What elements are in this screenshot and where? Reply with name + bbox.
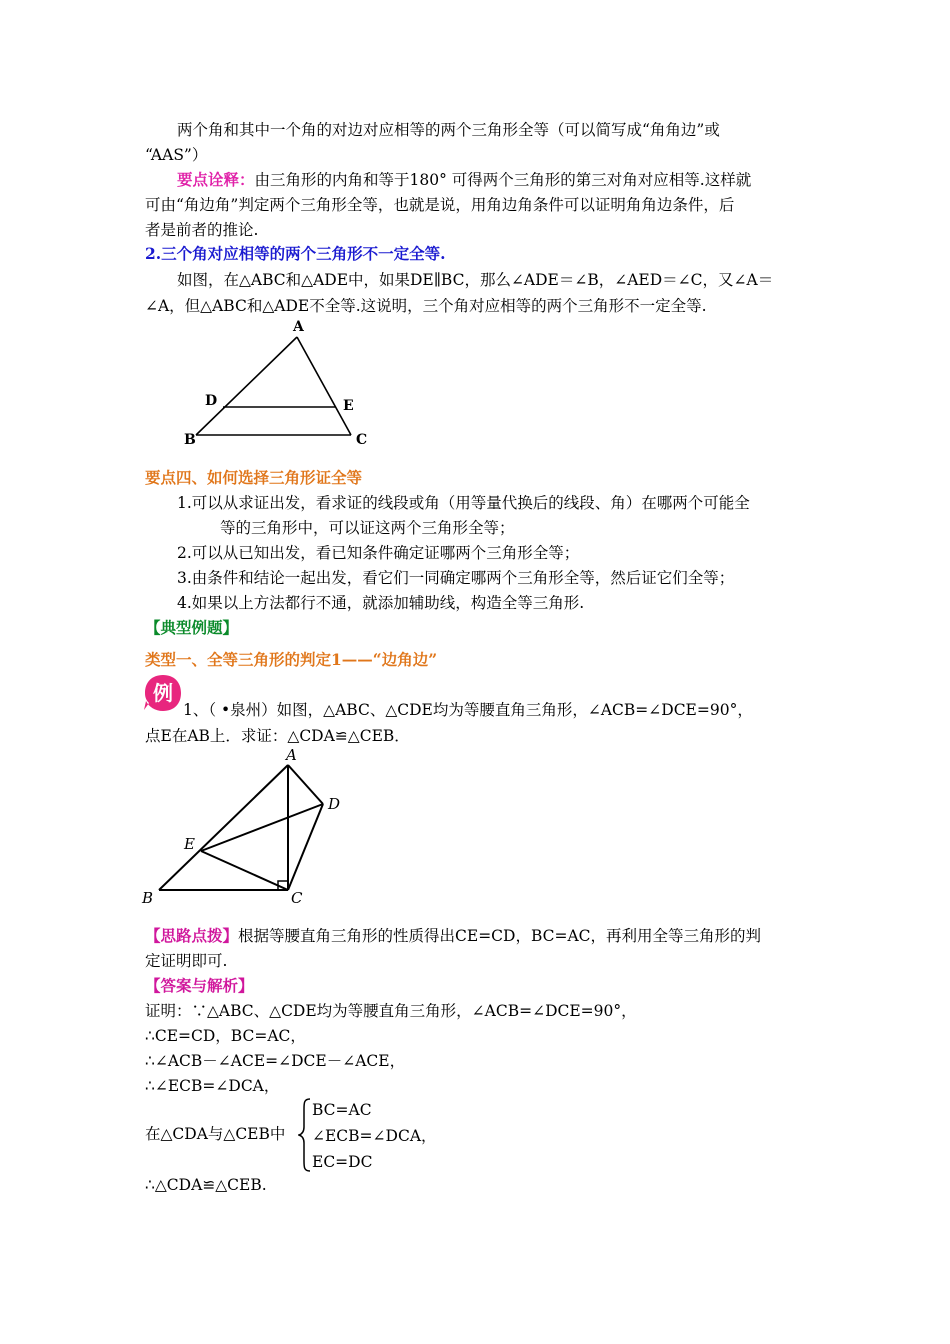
paragraph-similar-line1: 如图，在△ABC和△ADE中，如果DE∥BC，那么∠ADE＝∠B，∠AED＝∠C，又∠A＝	[177, 271, 774, 289]
figure-isosceles-right-triangles	[138, 745, 348, 910]
key-point-note-line2: 可由“角边角”判定两个三角形全等，也就是说，用角边角条件可以证明角角边条件，后	[145, 196, 735, 214]
label-a: A	[286, 746, 297, 764]
figure-triangle-ade-abc	[175, 318, 375, 453]
paragraph-aas-line1: 两个角和其中一个角的对边对应相等的两个三角形全等（可以简写成“角角边”或	[177, 121, 720, 139]
key-point-note-line3: 者是前者的推论.	[145, 221, 259, 239]
label-a: A	[293, 319, 304, 335]
hint-label: 【思路点拨】	[145, 926, 239, 945]
key-point-note-text: 由三角形的内角和等于180° 可得两个三角形的第三对角对应相等.这样就	[254, 171, 752, 189]
method-item-1-line1: 1.可以从求证出发，看求证的线段或角（用等量代换后的线段、角）在哪两个可能全	[177, 494, 750, 512]
hint-line1	[145, 926, 761, 946]
edge-ab	[196, 337, 297, 435]
examples-heading: 【典型例题】	[145, 618, 239, 637]
label-d: D	[205, 393, 218, 409]
paragraph-similar-line2: ∠A，但△ABC和△ADE不全等.这说明，三个角对应相等的两个三角形不一定全等.	[145, 297, 707, 315]
section-heading-4: 要点四、如何选择三角形证全等	[145, 468, 363, 487]
example-badge-text: 例	[153, 681, 173, 705]
method-item-3: 3.由条件和结论一起出发，看它们一同确定哪两个三角形全等，然后证它们全等；	[177, 569, 735, 587]
key-point-note-line1	[177, 170, 751, 190]
answer-heading: 【答案与解析】	[145, 976, 254, 995]
edge-ad	[288, 765, 323, 804]
proof-line2: ∴CE=CD，BC=AC，	[145, 1027, 306, 1045]
label-b: B	[142, 889, 154, 907]
brace-condition-1: BC=AC	[312, 1101, 372, 1119]
method-item-2: 2.可以从已知出发，看已知条件确定证哪两个三角形全等；	[177, 544, 580, 562]
example-1-line2: 点E在AB上．求证：△CDA≌△CEB．	[145, 727, 410, 745]
label-d: D	[328, 795, 341, 813]
method-item-4: 4.如果以上方法都行不通，就添加辅助线，构造全等三角形.	[177, 594, 585, 612]
edge-ed	[201, 804, 323, 851]
edge-dc	[288, 804, 323, 890]
brace-comma: ，	[421, 1127, 437, 1145]
brace-condition-2: ∠ECB=∠DCA	[312, 1127, 422, 1145]
proof-line4: ∴∠ECB=∠DCA，	[145, 1077, 280, 1095]
proof-line5-prefix: 在△CDA与△CEB中	[145, 1125, 286, 1143]
hint-text: 根据等腰直角三角形的性质得出CE=CD，BC=AC，再利用全等三角形的判	[238, 927, 762, 945]
edge-ac	[297, 337, 351, 435]
section-heading-2: 2.三个角对应相等的两个三角形不一定全等.	[145, 244, 446, 263]
label-b: B	[184, 432, 196, 448]
type1-heading: 类型一、全等三角形的判定1——“边角边”	[145, 650, 438, 669]
edge-ec	[201, 851, 288, 890]
proof-line3: ∴∠ACB－∠ACE=∠DCE－∠ACE，	[145, 1052, 406, 1070]
label-e: E	[184, 835, 195, 853]
proof-brace-conditions	[312, 1097, 437, 1175]
example-badge-icon	[143, 673, 183, 713]
hint-line2: 定证明即可.	[145, 952, 228, 970]
label-c: C	[291, 889, 303, 907]
brace-condition-3: EC=DC	[312, 1153, 373, 1171]
label-c: C	[356, 432, 368, 448]
label-e: E	[343, 398, 354, 414]
proof-line1: 证明：∵△ABC、△CDE均为等腰直角三角形，∠ACB=∠DCE=90°，	[145, 1002, 637, 1020]
brace-condition-2-row	[312, 1123, 437, 1149]
edge-ab	[159, 765, 288, 890]
proof-conclusion: ∴△CDA≌△CEB.	[145, 1176, 267, 1194]
left-brace-icon	[298, 1097, 312, 1173]
key-point-note-label: 要点诠释：	[177, 170, 255, 189]
example-1-line1: 1、（ •泉州）如图，△ABC、△CDE均为等腰直角三角形，∠ACB=∠DCE=90°，	[183, 701, 753, 719]
paragraph-aas-line2: “AAS”）	[145, 146, 208, 164]
method-item-1-line2: 等的三角形中，可以证这两个三角形全等；	[220, 519, 515, 537]
